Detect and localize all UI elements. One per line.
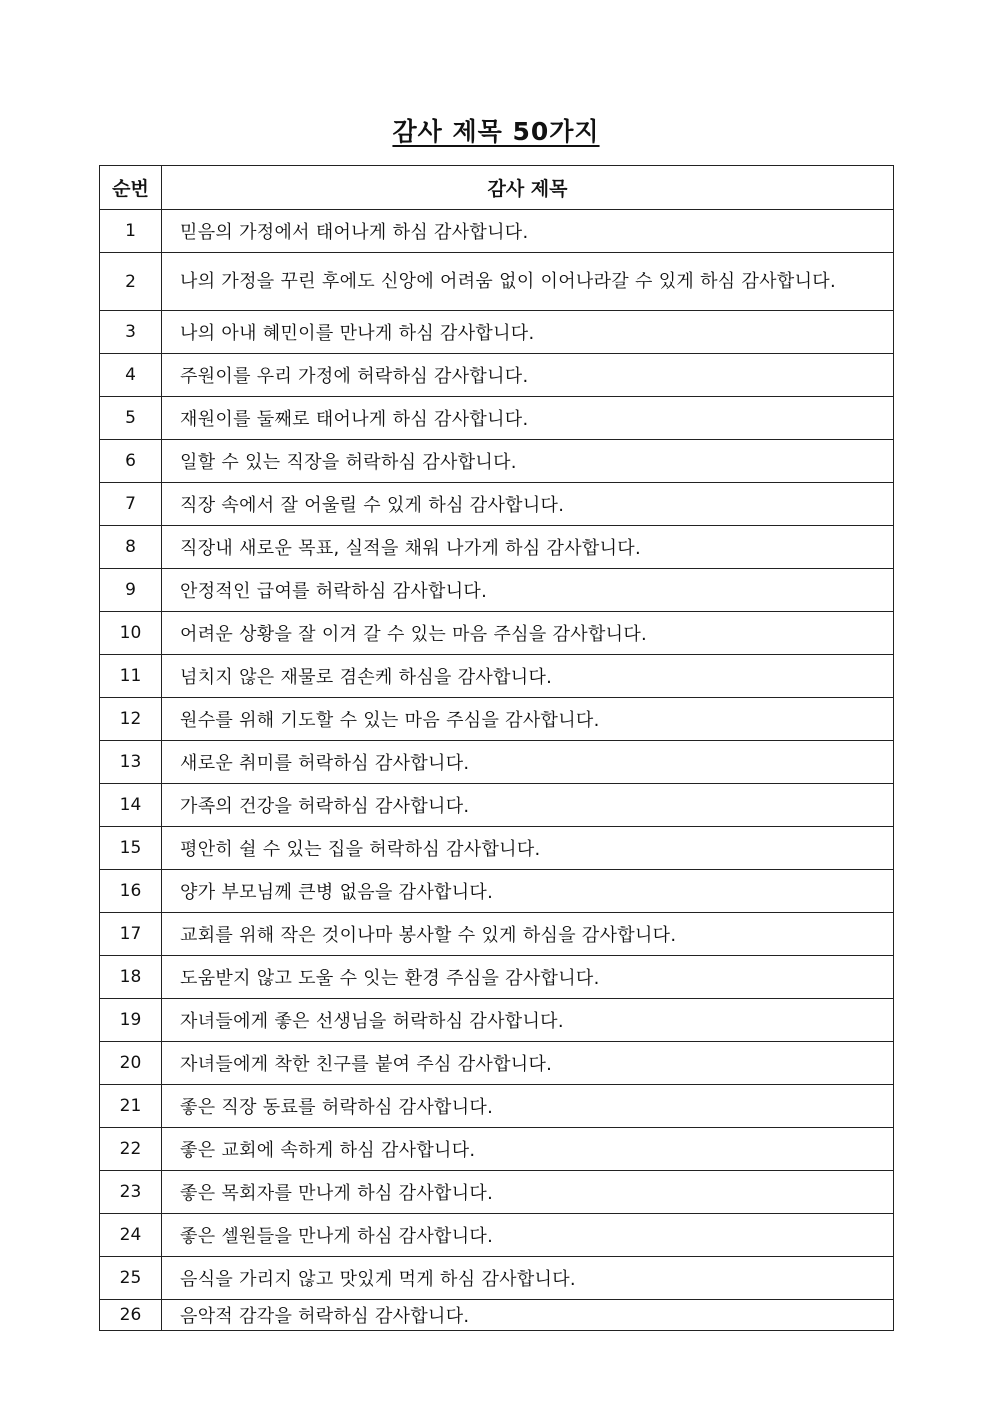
header-num: 순번 (100, 166, 162, 210)
table-row (100, 1042, 894, 1085)
row-number: 1 (100, 210, 162, 253)
table-row (100, 1300, 894, 1331)
table-row (100, 956, 894, 999)
row-text: 좋은 셀원들을 만나게 하심 감사합니다. (162, 1214, 894, 1257)
table-row (100, 1257, 894, 1300)
row-text: 자녀들에게 착한 친구를 붙여 주심 감사합니다. (162, 1042, 894, 1085)
table-row (100, 1214, 894, 1257)
row-number: 23 (100, 1171, 162, 1214)
row-text: 나의 아내 혜민이를 만나게 하심 감사합니다. (162, 311, 894, 354)
row-text: 가족의 건강을 허락하심 감사합니다. (162, 784, 894, 827)
row-text: 음식을 가리지 않고 맛있게 먹게 하심 감사합니다. (162, 1257, 894, 1300)
row-text: 좋은 교회에 속하게 하심 감사합니다. (162, 1128, 894, 1171)
row-number: 5 (100, 397, 162, 440)
row-text: 좋은 직장 동료를 허락하심 감사합니다. (162, 1085, 894, 1128)
table-row (100, 741, 894, 784)
table-row (100, 1171, 894, 1214)
row-text: 믿음의 가정에서 태어나게 하심 감사합니다. (162, 210, 894, 253)
row-text: 넘치지 않은 재물로 겸손케 하심을 감사합니다. (162, 655, 894, 698)
row-number: 12 (100, 698, 162, 741)
row-text: 안정적인 급여를 허락하심 감사합니다. (162, 569, 894, 612)
row-text: 직장내 새로운 목표, 실적을 채워 나가게 하심 감사합니다. (162, 526, 894, 569)
table-row (100, 1085, 894, 1128)
page-title (0, 112, 992, 148)
row-number: 22 (100, 1128, 162, 1171)
row-text: 자녀들에게 좋은 선생님을 허락하심 감사합니다. (162, 999, 894, 1042)
row-text: 음악적 감각을 허락하심 감사합니다. (162, 1300, 894, 1331)
row-text: 재원이를 둘째로 태어나게 하심 감사합니다. (162, 397, 894, 440)
table-row (100, 440, 894, 483)
table-row (100, 612, 894, 655)
row-number: 16 (100, 870, 162, 913)
row-text: 도움받지 않고 도울 수 잇는 환경 주심을 감사합니다. (162, 956, 894, 999)
gratitude-table (99, 165, 894, 1331)
row-text: 원수를 위해 기도할 수 있는 마음 주심을 감사합니다. (162, 698, 894, 741)
row-number: 6 (100, 440, 162, 483)
table-row (100, 253, 894, 311)
table-row (100, 354, 894, 397)
row-number: 26 (100, 1300, 162, 1331)
row-number: 21 (100, 1085, 162, 1128)
row-text: 일할 수 있는 직장을 허락하심 감사합니다. (162, 440, 894, 483)
table-row (100, 870, 894, 913)
row-number: 9 (100, 569, 162, 612)
row-number: 25 (100, 1257, 162, 1300)
table-row (100, 526, 894, 569)
row-text: 좋은 목회자를 만나게 하심 감사합니다. (162, 1171, 894, 1214)
row-number: 19 (100, 999, 162, 1042)
table-row (100, 569, 894, 612)
row-text: 새로운 취미를 허락하심 감사합니다. (162, 741, 894, 784)
row-number: 11 (100, 655, 162, 698)
table-row (100, 311, 894, 354)
row-number: 10 (100, 612, 162, 655)
row-text: 교회를 위해 작은 것이나마 봉사할 수 있게 하심을 감사합니다. (162, 913, 894, 956)
row-number: 24 (100, 1214, 162, 1257)
row-number: 13 (100, 741, 162, 784)
table-header-row (100, 166, 894, 210)
table-row (100, 913, 894, 956)
table-row (100, 827, 894, 870)
table-row (100, 1128, 894, 1171)
row-text: 나의 가정을 꾸린 후에도 신앙에 어려움 없이 이어나라갈 수 있게 하심 감사합니다. (162, 253, 894, 311)
row-number: 3 (100, 311, 162, 354)
row-number: 2 (100, 253, 162, 311)
table-row (100, 999, 894, 1042)
table-row (100, 784, 894, 827)
row-number: 7 (100, 483, 162, 526)
row-number: 8 (100, 526, 162, 569)
row-text: 직장 속에서 잘 어울릴 수 있게 하심 감사합니다. (162, 483, 894, 526)
row-number: 17 (100, 913, 162, 956)
row-text: 주원이를 우리 가정에 허락하심 감사합니다. (162, 354, 894, 397)
table-row (100, 210, 894, 253)
row-text: 어려운 상황을 잘 이겨 갈 수 있는 마음 주심을 감사합니다. (162, 612, 894, 655)
table-row (100, 698, 894, 741)
row-number: 20 (100, 1042, 162, 1085)
header-subject: 감사 제목 (162, 166, 894, 210)
row-text: 평안히 쉴 수 있는 집을 허락하심 감사합니다. (162, 827, 894, 870)
row-number: 15 (100, 827, 162, 870)
table-row (100, 397, 894, 440)
table-row (100, 655, 894, 698)
table-row (100, 483, 894, 526)
page-title-text: 감사 제목 50가지 (392, 117, 600, 146)
row-text: 양가 부모님께 큰병 없음을 감사합니다. (162, 870, 894, 913)
row-number: 18 (100, 956, 162, 999)
row-number: 4 (100, 354, 162, 397)
row-number: 14 (100, 784, 162, 827)
